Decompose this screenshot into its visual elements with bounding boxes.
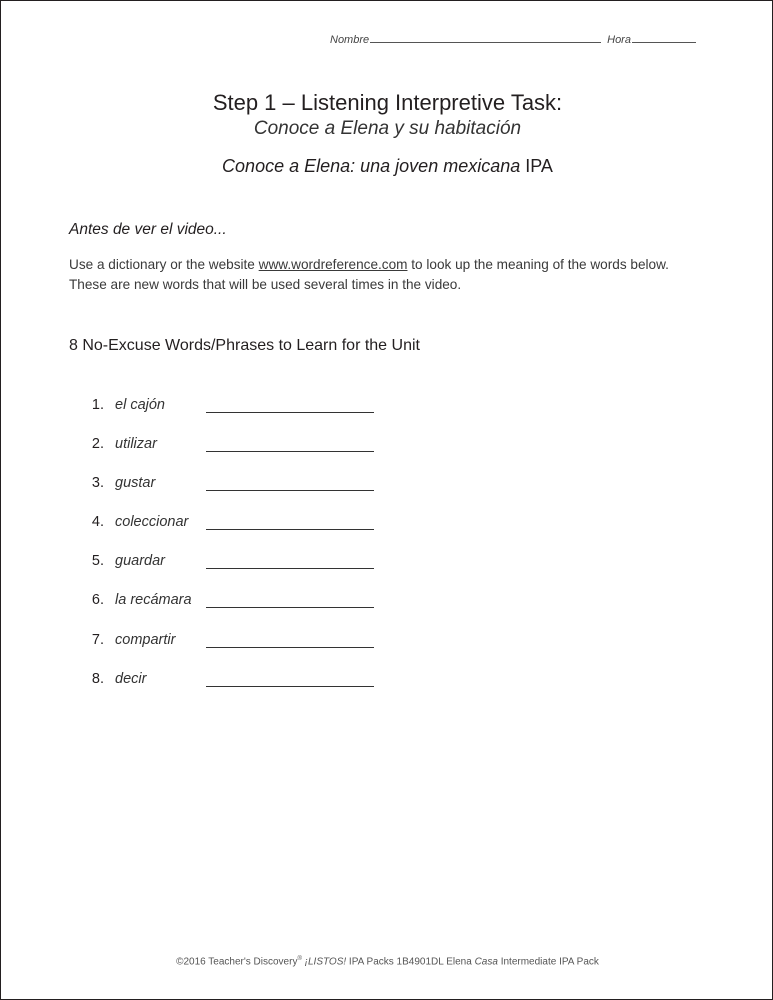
list-item <box>85 632 374 671</box>
list-item <box>85 592 374 631</box>
list-item <box>85 671 374 710</box>
item-number: 3. <box>91 475 104 492</box>
ipa-title <box>1 156 773 177</box>
item-number: 7. <box>91 631 104 648</box>
instructions-paragraph <box>69 255 709 295</box>
footer-registered: ® <box>297 956 302 962</box>
item-number: 5. <box>91 553 104 570</box>
list-heading: 8 No-Excuse Words/Phrases to Learn for the Unit <box>69 337 420 354</box>
hour-blank[interactable] <box>632 32 696 43</box>
answer-blank[interactable] <box>206 397 374 413</box>
answer-blank[interactable] <box>206 671 374 687</box>
footer-mid: IPA Packs 1B4901DL Elena <box>346 956 475 968</box>
answer-blank[interactable] <box>206 632 374 648</box>
item-word: guardar <box>115 553 165 570</box>
item-word: la recámara <box>115 592 192 609</box>
footer-casa: Casa <box>474 956 498 968</box>
item-number: 6. <box>91 592 104 609</box>
answer-blank[interactable] <box>206 592 374 608</box>
wordreference-link[interactable]: www.wordreference.com <box>258 257 408 272</box>
ipa-title-italic: Conoce a Elena: una joven mexicana <box>222 156 521 176</box>
list-item <box>85 436 374 475</box>
answer-blank[interactable] <box>206 475 374 491</box>
item-number: 1. <box>91 397 104 413</box>
page-footer <box>1 956 773 967</box>
instructions-after: to look up the meaning of the words below. These are new words that will be used several times in the video. <box>69 257 669 292</box>
answer-blank[interactable] <box>206 514 374 530</box>
section-heading: Antes de ver el video... <box>69 221 227 238</box>
name-label: Nombre <box>330 34 370 46</box>
footer-end: Intermediate IPA Pack <box>497 956 599 968</box>
item-word: compartir <box>115 631 176 648</box>
page-subtitle: Conoce a Elena y su habitación <box>253 118 522 139</box>
item-number: 2. <box>91 436 104 453</box>
answer-blank[interactable] <box>206 436 374 452</box>
name-hour-header <box>330 32 696 46</box>
hour-label: Hora <box>607 34 631 46</box>
list-item <box>85 514 374 553</box>
item-word: gustar <box>115 475 156 492</box>
item-number: 4. <box>91 514 104 531</box>
item-word: utilizar <box>115 436 157 453</box>
instructions-before: Use a dictionary or the website <box>69 257 259 272</box>
list-item <box>85 475 374 514</box>
name-blank[interactable] <box>370 32 601 43</box>
item-word: el cajón <box>115 397 165 413</box>
item-word: decir <box>115 670 147 687</box>
list-item <box>85 553 374 592</box>
ipa-title-suffix: IPA <box>525 156 553 176</box>
item-number: 8. <box>91 670 104 687</box>
footer-copyright: ©2016 Teacher's Discovery <box>176 956 298 968</box>
vocabulary-list <box>85 397 374 710</box>
list-item <box>85 397 374 436</box>
item-word: coleccionar <box>115 514 189 531</box>
page-title: Step 1 – Listening Interpretive Task: <box>212 90 563 115</box>
footer-brand: ¡LISTOS! <box>304 956 347 968</box>
answer-blank[interactable] <box>206 553 374 569</box>
